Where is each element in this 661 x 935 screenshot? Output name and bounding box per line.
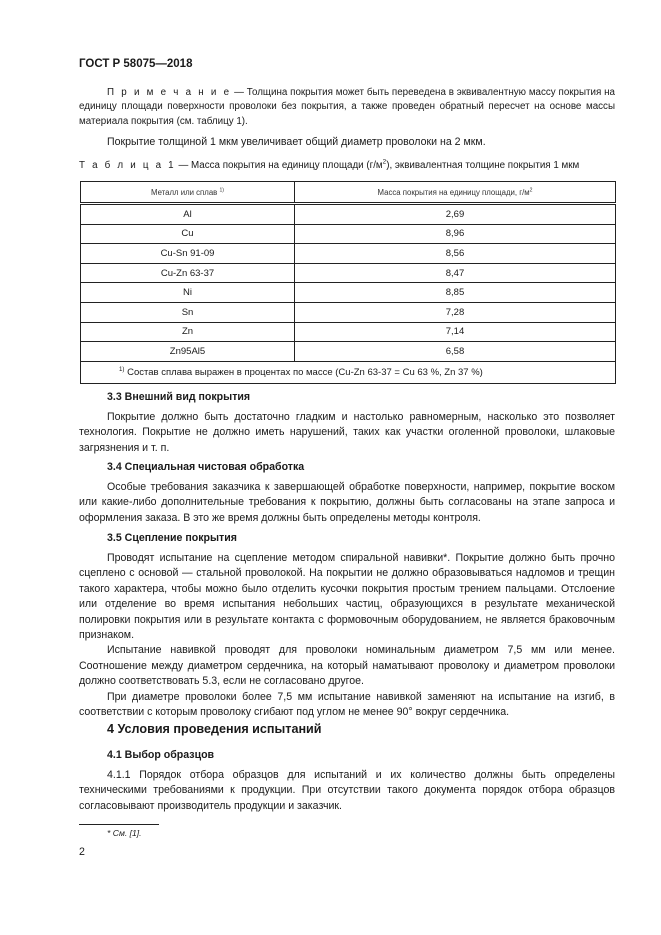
section-heading: 4 Условия проведения испытаний — [107, 722, 322, 736]
column-header-metal: Металл или сплав $^{1)}$ — [81, 182, 295, 204]
table-row: Cu-Sn 91-09 8,56 — [81, 244, 616, 264]
section-heading: 3.3 Внешний вид покрытия — [107, 391, 251, 403]
table-row: Ni 8,85 — [81, 283, 616, 303]
table-row: Zn 7,14 — [81, 322, 616, 342]
page-number: 2 — [79, 846, 85, 858]
note-text: — Толщина покрытия может быть переведена в эквивалентную массу покрытия на единицу площади поверхности проволоки без покрытия, а также проведен обратный пересчет на основе массы материала покрытия (см. таблицу 1). — [79, 87, 616, 127]
note — [79, 86, 615, 129]
document-id: ГОСТ Р 58075—2018 — [79, 58, 193, 70]
section-3-3: 3.3 Внешний вид покрытия Покрытие должно быть достаточно гладким и настолько равномерным, насколько это позволяет технология. Покрытие не должно иметь нарушений, таких как участки оголенной проволоки, шлаковые загрязнения и т. п. — [79, 391, 615, 454]
table-header-row — [81, 182, 616, 204]
column-header-mass: Масса покрытия на единицу площади, $г/м^2$ — [295, 182, 616, 204]
section-3-5: 3.5 Сцепление покрытия Проводят испытание на сцепление методом спиральной навивки*. Покрытие должно быть прочно сцеплено с основой — стальной проволокой. На покрытии не должно образовываться надломов и трещин такого характера, чтобы можно было отделить кусочки покрытия простым трением пальцами. Отслоение или отделение во время испытания небольших частиц, образующихся в результате механической полировки покрытия или в результате контакта с формовочным оборудованием, не является браковочным признаком. Испытание навивкой проводят для проволоки номинальным диаметром 7,5 мм или менее. Соотношение между диаметром сердечника, на который наматывают проволоку и диаметром проволоки должно соответствовать 5.3, если не согласовано другое. При диаметре проволоки более 7,5 мм испытание навивкой заменяют на испытание на изгиб, в соответствии с которым проволоку сгибают под углом не менее 90° вокруг сердечника. — [79, 532, 615, 719]
table-caption-label: Т а б л и ц а 1 — [79, 160, 176, 171]
section-4 — [79, 722, 615, 736]
table-row: Zn95Al5 6,58 — [81, 342, 616, 362]
section-4-1: 4.1 Выбор образцов 4.1.1 Порядок отбора образцов для испытаний и их количество должны быть определены техническими требованиями к продукции. При отсутствии такого документа порядок отбора образцов согласовывают производитель продукции и заказчик. — [79, 749, 615, 812]
table-row: Sn 7,28 — [81, 302, 616, 322]
footnote: * См. [1]. — [107, 828, 142, 838]
section-heading: 3.5 Сцепление покрытия — [107, 532, 237, 544]
table-row: Cu 8,96 — [81, 224, 616, 244]
section-heading: 4.1 Выбор образцов — [107, 749, 215, 761]
table-footnote-row — [81, 361, 616, 383]
section-heading: 3.4 Специальная чистовая обработка — [107, 461, 305, 473]
table-row: Al 2,69 — [81, 204, 616, 225]
table-caption: Т а б л и ц а 1 — Масса покрытия на единицу площади $(г/м^2)$, эквивалентная толщине покрытия 1 мкм — [79, 158, 580, 171]
table-coating-mass — [80, 181, 616, 384]
paragraph-thickness: Покрытие толщиной 1 мкм увеличивает общий диаметр проволоки на 2 мкм. — [107, 136, 486, 148]
footnote-divider — [79, 824, 159, 825]
table-row: Cu-Zn 63-37 8,47 — [81, 263, 616, 283]
note-label: П р и м е ч а н и е — [107, 87, 232, 98]
section-3-4: 3.4 Специальная чистовая обработка Особые требования заказчика к завершающей обработке поверхности, например, покрытие воском или какие-либо дополнительные требования к покрытию, должны быть согласованы на этапе запроса и оформления заказа. В это же время должны быть определены методы контроля. — [79, 461, 615, 524]
table-footnote: $^{1)}$ Состав сплава выражен в процентах по массе (Cu-Zn 63-37 = Cu 63 %, Zn 37 %) — [81, 361, 616, 383]
